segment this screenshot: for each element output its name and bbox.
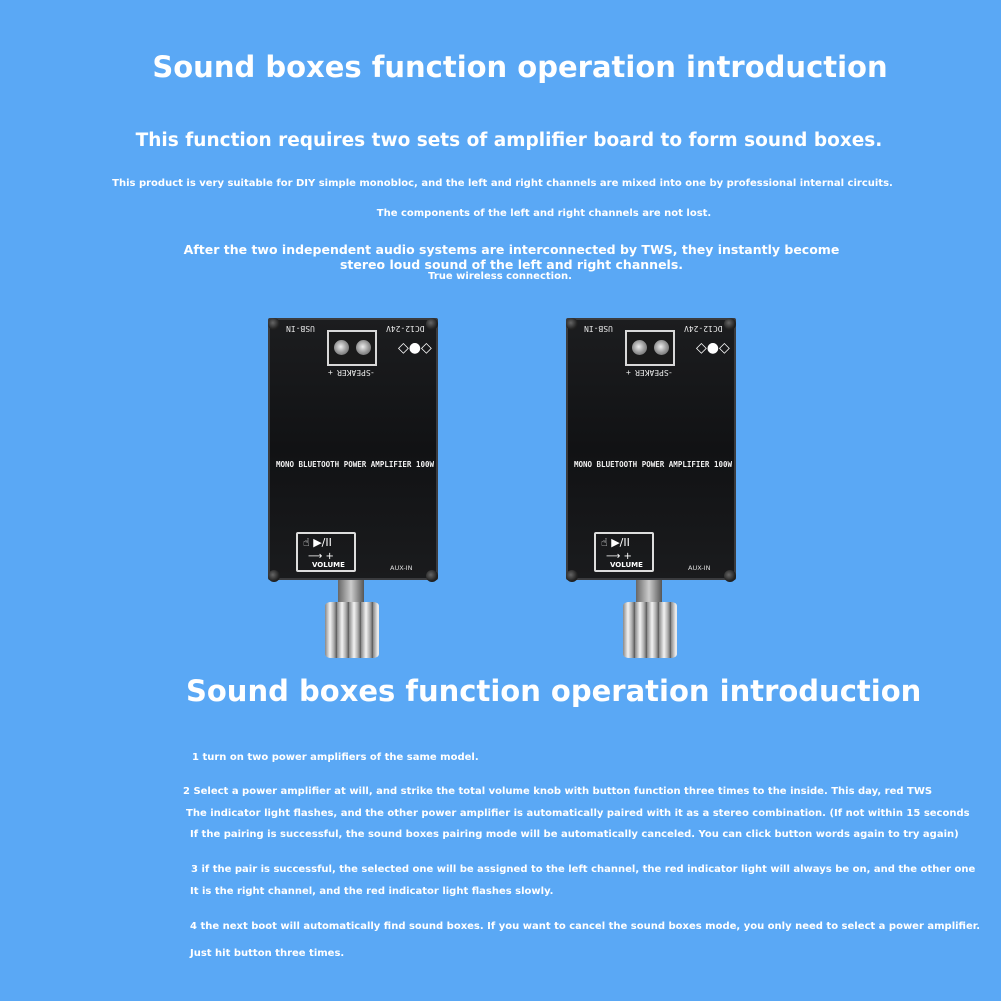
terminal-screw-icon xyxy=(356,340,371,355)
instruction-line: 3 if the pair is successful, the selected one will be assigned to the left channel, the red indicator light will always be on, and the other one xyxy=(191,864,976,875)
instruction-line: If the pairing is successful, the sound boxes pairing mode will be automatically canceled. You can click button words again to try again) xyxy=(190,829,959,840)
speaker-label: SPEAKER xyxy=(337,368,371,377)
screw-icon xyxy=(724,570,736,582)
volume-knob xyxy=(623,602,677,658)
aux-in-label: AUX-IN xyxy=(390,564,413,572)
volume-label: VOLUME xyxy=(312,561,345,569)
knob-stem xyxy=(636,580,662,602)
instruction-line: The indicator light flashes, and the other power amplifier is automatically paired with it as a stereo combination. (If not within 15 seconds xyxy=(186,808,970,819)
speaker-plus: + xyxy=(328,368,333,377)
speaker-label: SPEAKER xyxy=(635,368,669,377)
model-text: MONO BLUETOOTH POWER AMPLIFIER 100W xyxy=(275,460,435,469)
speaker-plus: + xyxy=(626,368,631,377)
aux-in-label: AUX-IN xyxy=(688,564,711,572)
instruction-line: It is the right channel, and the red indicator light flashes slowly. xyxy=(190,886,554,897)
knob-stem xyxy=(338,580,364,602)
instruction-line: Just hit button three times. xyxy=(190,948,345,959)
model-text: MONO BLUETOOTH POWER AMPLIFIER 100W xyxy=(573,460,733,469)
intro-line-3: After the two independent audio systems are interconnected by TWS, they instantly become xyxy=(183,242,840,257)
terminal-screw-icon xyxy=(632,340,647,355)
dc-input-label: DC12-24V xyxy=(684,324,723,333)
volume-arrow-icon: ⟶ + xyxy=(308,551,334,562)
screw-icon xyxy=(426,318,438,330)
dc-input-label: DC12-24V xyxy=(386,324,425,333)
volume-knob xyxy=(325,602,379,658)
intro-line-5: True wireless connection. xyxy=(428,271,572,282)
screw-icon xyxy=(268,570,280,582)
intro-line-2: The components of the left and right channels are not lost. xyxy=(376,208,712,219)
speaker-minus: - xyxy=(668,368,673,377)
intro-paragraph xyxy=(0,242,1001,272)
button-function-box xyxy=(594,532,654,572)
screw-icon xyxy=(566,570,578,582)
screw-icon xyxy=(566,318,578,330)
speaker-terminal xyxy=(625,330,675,366)
screw-icon xyxy=(426,570,438,582)
screw-icon xyxy=(268,318,280,330)
button-function-box xyxy=(296,532,356,572)
terminal-screw-icon xyxy=(654,340,669,355)
terminal-screw-icon xyxy=(334,340,349,355)
instructions-title: Sound boxes function operation introduction xyxy=(186,674,922,708)
instruction-line: 1 turn on two power amplifiers of the same model. xyxy=(192,752,479,763)
board-panel xyxy=(268,318,438,580)
instruction-line: 2 Select a power amplifier at will, and strike the total volume knob with button function three times to the inside. This day, red TWS xyxy=(183,786,933,797)
intro-line-1: This product is very suitable for DIY simple monobloc, and the left and right channels are mixed into one by professional internal circuits. xyxy=(112,178,893,189)
board-panel xyxy=(566,318,736,580)
dc-jack-icon: ◇●◇ xyxy=(696,340,730,356)
amplifier-board-left xyxy=(268,318,438,668)
page-title: Sound boxes function operation introduction xyxy=(152,50,888,84)
volume-label: VOLUME xyxy=(610,561,643,569)
intro-line-4: stereo loud sound of the left and right channels. xyxy=(339,257,684,272)
speaker-terminal xyxy=(327,330,377,366)
amplifier-board-right xyxy=(566,318,736,668)
play-pause-icon: ☝ ▶/II xyxy=(303,536,332,549)
screw-icon xyxy=(724,318,736,330)
volume-arrow-icon: ⟶ + xyxy=(606,551,632,562)
instruction-line: 4 the next boot will automatically find sound boxes. If you want to cancel the sound boxes mode, you only need to select a power amplifier. xyxy=(190,921,981,932)
play-pause-icon: ☝ ▶/II xyxy=(601,536,630,549)
speaker-minus: - xyxy=(370,368,375,377)
usb-in-label: USB-IN xyxy=(584,324,613,333)
subtitle: This function requires two sets of amplifier board to form sound boxes. xyxy=(135,130,883,151)
usb-in-label: USB-IN xyxy=(286,324,315,333)
dc-jack-icon: ◇●◇ xyxy=(398,340,432,356)
